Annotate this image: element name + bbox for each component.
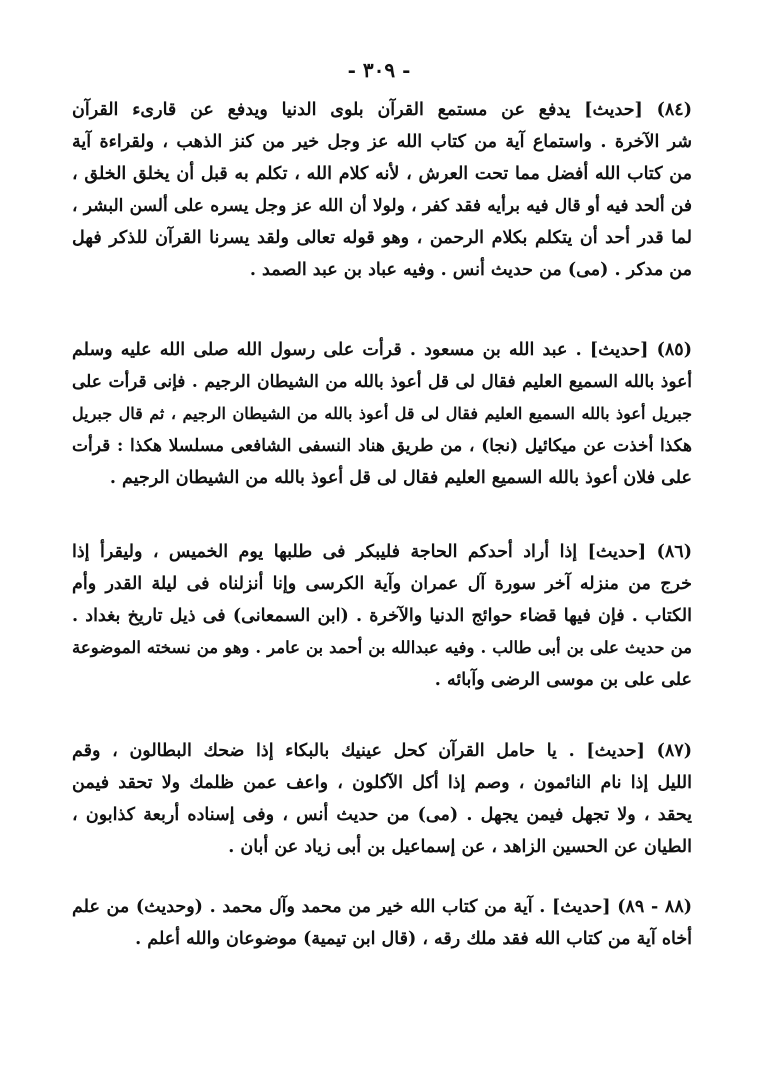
hadith-paragraph-86	[72, 536, 692, 696]
paragraph-line: يحقد ، ولا تجهل فيمن يجهل . (مى) من حديث أنس ، وفى إسناده أربعة كذابون ،	[72, 805, 692, 825]
paragraph-line: على فلان أعوذ بالله السميع العليم فقال لى قل أعوذ بالله من الشيطان الرجيم .	[109, 468, 692, 488]
paragraph-line: شر الآخرة . واستماع آية من كتاب الله عز وجل خير من كنز الذهب ، ولقراءة آية	[72, 132, 692, 152]
paragraph-line: أعوذ بالله السميع العليم فقال لى قل أعوذ بالله من الشيطان الرجيم . فإنى قرأت على	[72, 372, 692, 392]
paragraph-line: خرج من منزله آخر سورة آل عمران وآية الكرسى وإنا أنزلناه فى ليلة القدر وأم	[72, 574, 692, 594]
hadith-paragraph-87	[72, 735, 692, 863]
hadith-paragraph-85	[72, 334, 692, 494]
paragraph-line: من حديث على بن أبى طالب . وفيه عبدالله بن أحمد بن عامر . وهو من نسخته الموضوعة	[72, 638, 692, 657]
paragraph-line: الطيان عن الحسين الزاهد ، عن إسماعيل بن أبى زياد عن أبان .	[228, 837, 692, 857]
paragraph-line: لما قدر أحد أن يتكلم بكلام الرحمن ، وهو قوله تعالى ولقد يسرنا القرآن للذكر فهل	[72, 228, 692, 248]
paragraph-line: الكتاب . فإن فيها قضاء حوائج الدنيا والآخرة . (ابن السمعانى) فى ذيل تاريخ بغداد .	[72, 606, 692, 626]
paragraph-line: فن ألحد فيه أو قال فيه برأيه فقد كفر ، ولولا أن الله عز وجل يسره على ألسن البشر ،	[72, 196, 692, 216]
paragraph-line: (٨٤) [حديث] يدفع عن مستمع القرآن بلوى الدنيا ويدفع عن قارىء القرآن	[72, 100, 692, 120]
paragraph-line: (٨٥) [حديث] . عبد الله بن مسعود . قرأت على رسول الله صلى الله عليه وسلم	[72, 340, 692, 360]
paragraph-line: (٨٦) [حديث] إذا أراد أحدكم الحاجة فليبكر فى طلبها يوم الخميس ، وليقرأ إذا	[72, 542, 692, 562]
paragraph-line: من مدكر . (مى) من حديث أنس . وفيه عباد بن عبد الصمد .	[249, 260, 692, 280]
paragraph-line: هكذا أخذت عن ميكائيل (نجا) ، من طريق هناد النسفى الشافعى مسلسلا هكذا : قرأت	[72, 436, 692, 456]
page-number: - ٣٠٩ -	[347, 58, 411, 82]
paragraph-line: أخاه آية من كتاب الله فقد ملك رقه ، (قال ابن تيمية) موضوعان والله أعلم .	[135, 929, 692, 949]
paragraph-line: الليل إذا نام النائمون ، وصم إذا أكل الآكلون ، واعف عمن ظلمك ولا تحقد فيمن	[72, 773, 692, 793]
hadith-paragraph-88-89	[72, 891, 692, 955]
paragraph-line: من كتاب الله أفضل مما تحت العرش ، لأنه كلام الله ، تكلم به قبل أن يخلق الخلق ،	[72, 164, 692, 184]
paragraph-line: (٨٨ - ٨٩) [حديث] . آية من كتاب الله خير من محمد وآل محمد . (وحديث) من علم	[72, 897, 692, 917]
hadith-paragraph-84	[72, 94, 692, 286]
paragraph-line: جبريل أعوذ بالله السميع العليم فقال لى قل أعوذ بالله من الشيطان الرجيم ، ثم قال جبريل	[72, 404, 692, 423]
paragraph-line: على على بن موسى الرضى وآبائه .	[434, 670, 692, 690]
paragraph-line: (٨٧) [حديث] . يا حامل القرآن كحل عينيك بالبكاء إذا ضحك البطالون ، وقم	[72, 741, 692, 761]
